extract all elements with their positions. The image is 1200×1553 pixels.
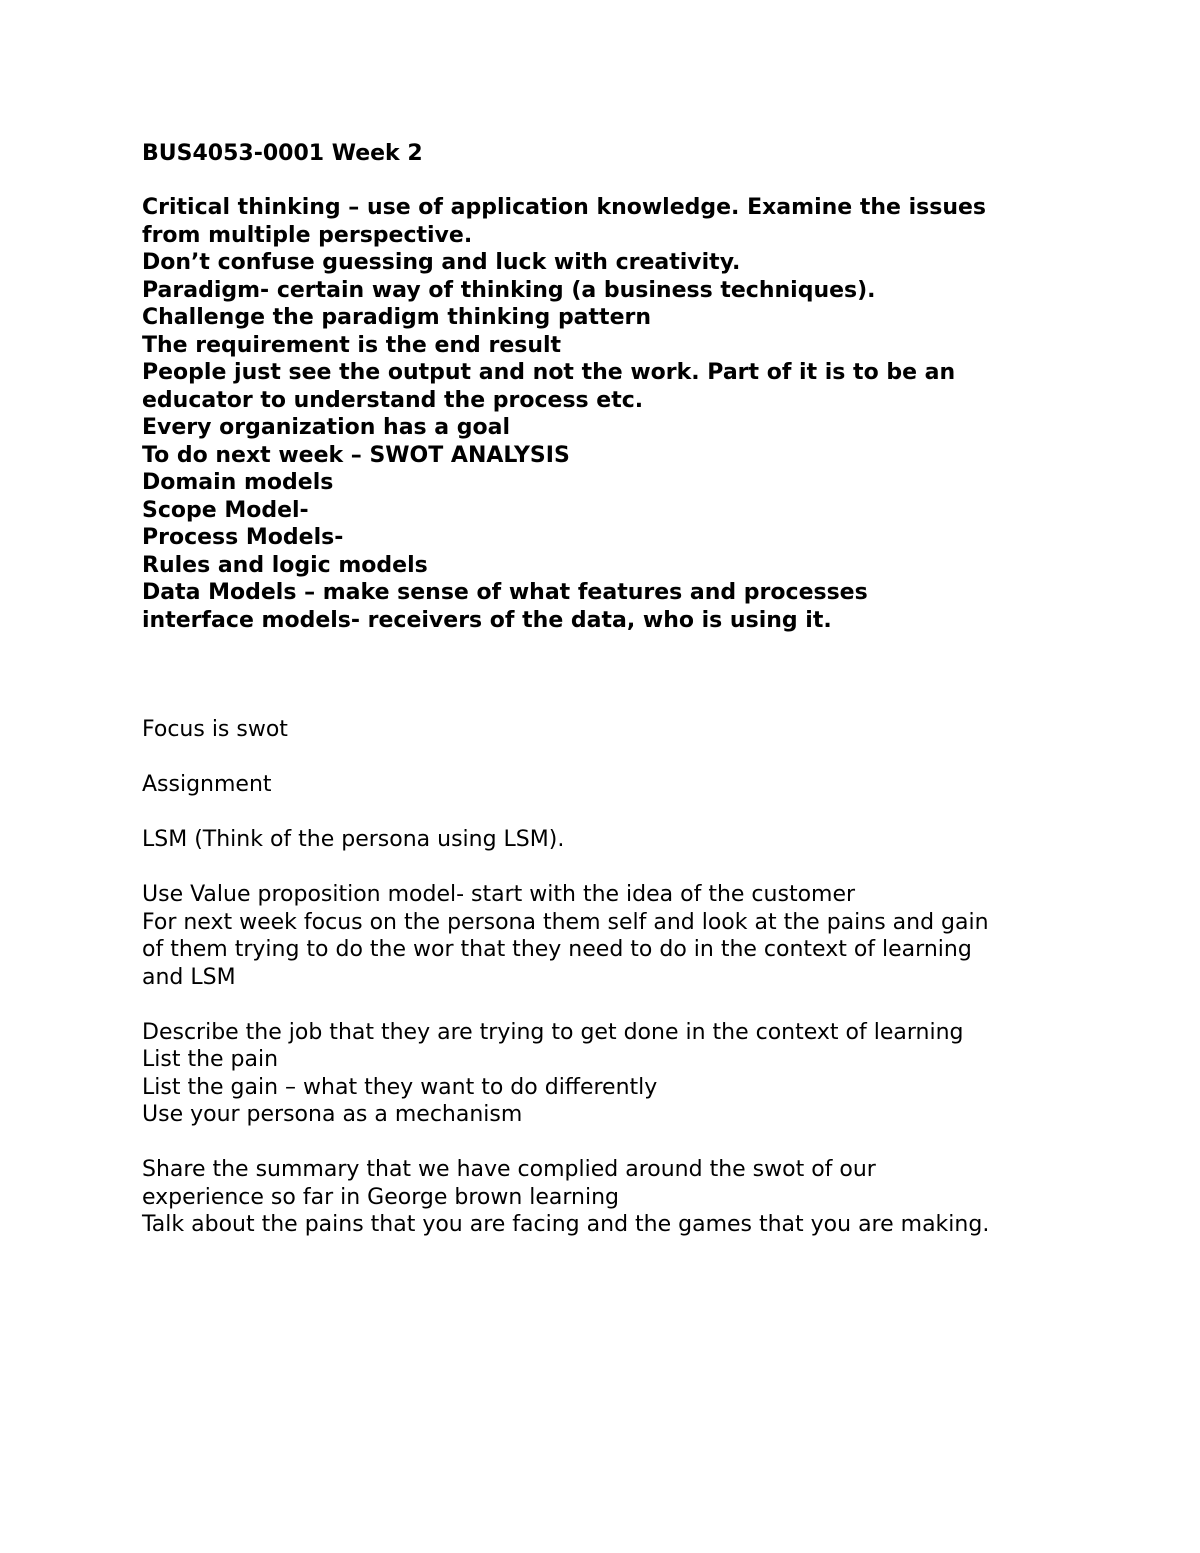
paragraph-line: List the gain – what they want to do differently (142, 1074, 658, 1100)
note-line: Rules and logic models (142, 552, 428, 578)
note-line: Scope Model- (142, 497, 309, 523)
note-line: Challenge the paradigm thinking pattern (142, 305, 651, 330)
paragraph-line: Focus is swot (142, 717, 288, 742)
paragraph (142, 1019, 1102, 1129)
note-line: Don’t confuse guessing and luck with creativity. (142, 250, 741, 275)
note-line: from multiple perspective. (142, 222, 473, 248)
note-line: To do next week – SWOT ANALYSIS (142, 442, 570, 468)
note-line: Domain models (142, 470, 334, 495)
paragraph-line: For next week focus on the persona them self and look at the pains and gain (142, 909, 989, 935)
paragraph-line: Describe the job that they are trying to get done in the context of learning (142, 1019, 964, 1045)
note-line: interface models- receivers of the data, who is using it. (142, 607, 832, 633)
paragraph (142, 881, 1102, 991)
note-line: Paradigm- certain way of thinking (a business techniques). (142, 277, 876, 303)
paragraph (142, 1156, 1102, 1239)
paragraph-line: Use Value proposition model- start with the idea of the customer (142, 882, 856, 907)
note-line: Critical thinking – use of application knowledge. Examine the issues (142, 195, 987, 220)
paragraph (142, 826, 1102, 854)
paragraph (142, 716, 1102, 744)
paragraph-line: Use your persona as a mechanism (142, 1102, 523, 1127)
blank-space (142, 634, 1102, 716)
paragraph-line: experience so far in George brown learning (142, 1184, 620, 1210)
paragraph-line: List the pain (142, 1047, 279, 1072)
note-line: Every organization has a goal (142, 415, 511, 440)
paragraph-line: LSM (Think of the persona using LSM). (142, 827, 565, 852)
paragraph-line: Share the summary that we have complied around the swot of our (142, 1157, 876, 1182)
bold-notes (142, 194, 1102, 634)
document-page (142, 140, 1102, 1266)
note-line: Process Models- (142, 525, 344, 550)
paragraph-line: and LSM (142, 964, 236, 990)
assignment-notes (142, 716, 1102, 1239)
paragraph-line: Assignment (142, 772, 272, 797)
paragraph-line: of them trying to do the wor that they need to do in the context of learning (142, 937, 972, 962)
note-line: educator to understand the process etc. (142, 387, 644, 413)
document-title: BUS4053-0001 Week 2 (142, 141, 423, 166)
paragraph (142, 771, 1102, 799)
paragraph-line: Talk about the pains that you are facing and the games that you are making. (142, 1212, 990, 1237)
note-line: People just see the output and not the work. Part of it is to be an (142, 360, 956, 385)
note-line: The requirement is the end result (142, 332, 562, 358)
note-line: Data Models – make sense of what features and processes (142, 580, 868, 605)
